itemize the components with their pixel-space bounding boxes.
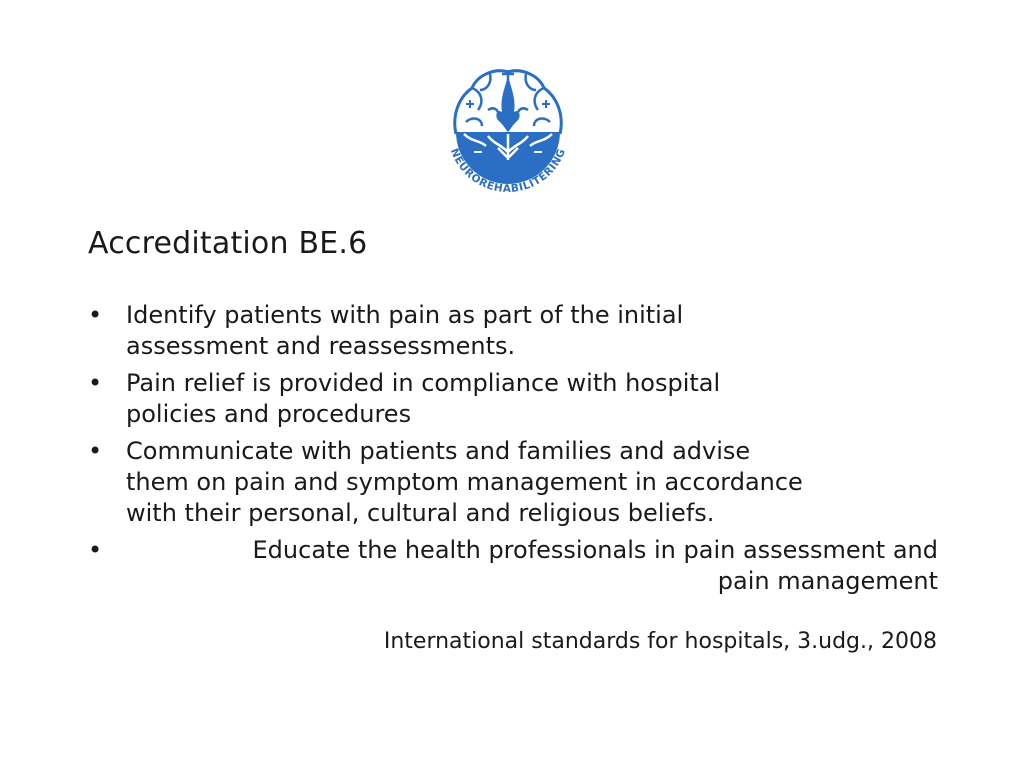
bullet-item: • Communicate with patients and families and advise them on pain and symptom management in accordance with their personal, cultural and religious beliefs. [88, 436, 938, 529]
neurorehabilitering-logo [438, 60, 578, 200]
citation: International standards for hospitals, 3.udg., 2008 [383, 629, 937, 654]
bullet-item: • Identify patients with pain as part of the initial assessment and reassessments. [88, 300, 938, 362]
logo-text: NEUROREHABILITERING [447, 146, 569, 196]
bullet-list [88, 300, 938, 603]
bullet-item: • Educate the health professionals in pain assessment and pain management [88, 535, 938, 597]
brain-water-emblem-icon [438, 60, 578, 200]
slide-title: Accreditation BE.6 [88, 226, 368, 261]
bullet-item: • Pain relief is provided in compliance with hospital policies and procedures [88, 368, 938, 430]
